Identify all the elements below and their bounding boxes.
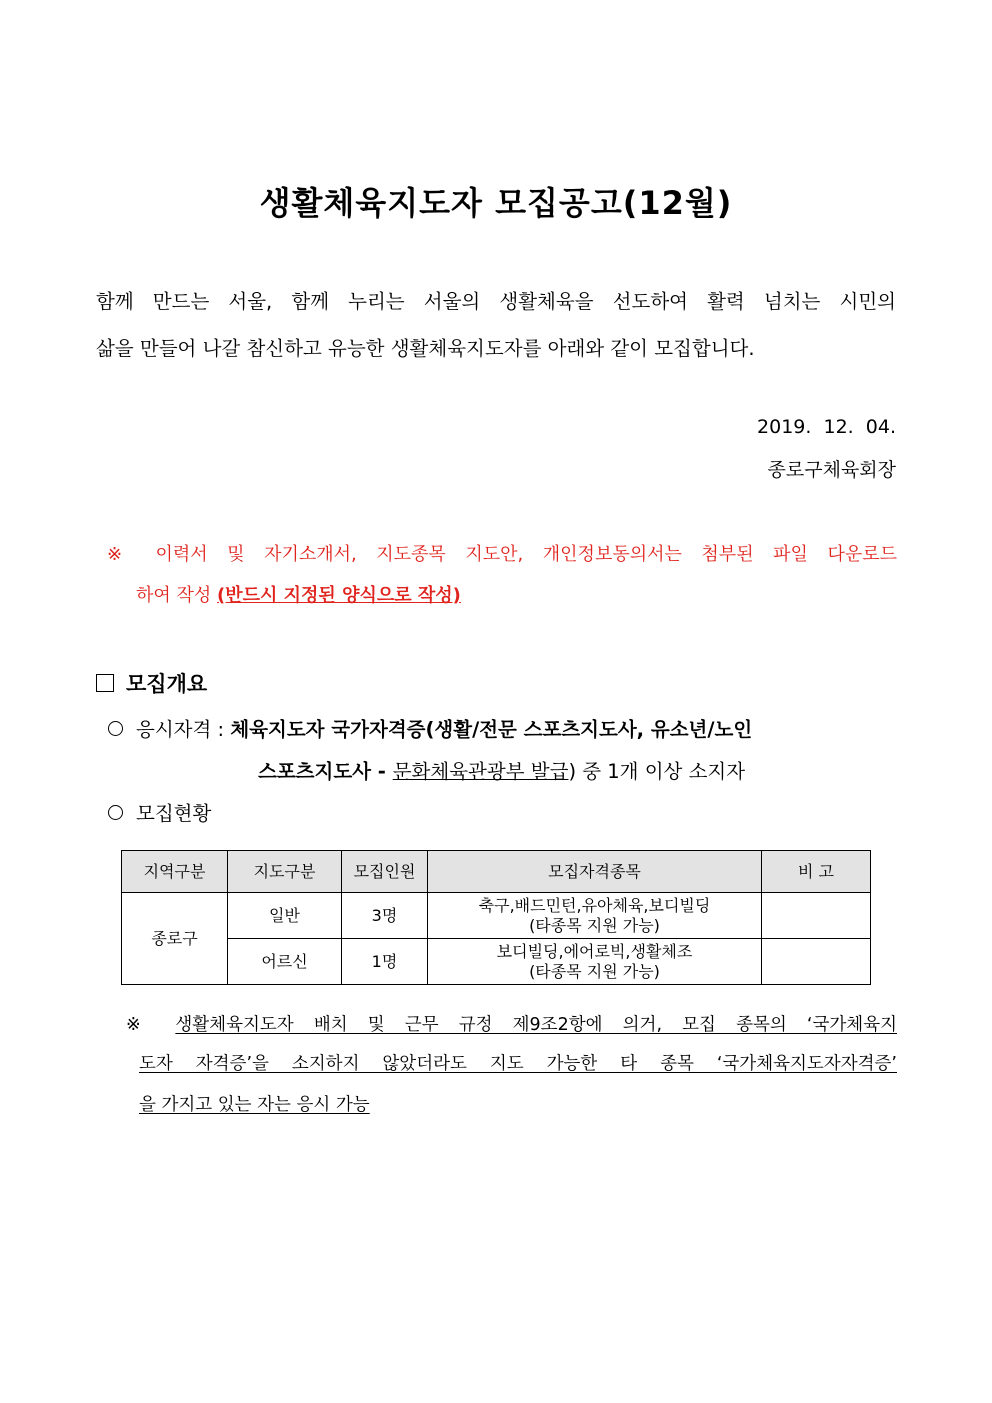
sports-cell (428, 893, 762, 939)
qualification-item (108, 714, 752, 742)
table-header-row (122, 851, 871, 893)
table-row (122, 939, 871, 985)
organization-name: 종로구체육회장 (767, 459, 896, 481)
page-title: 생활체육지도자 모집공고(12월) (259, 184, 733, 222)
circle-bullet-icon (108, 721, 123, 736)
footnote-line-1 (126, 1011, 897, 1036)
notice-emphasis: (반드시 지정된 양식으로 작성) (217, 585, 461, 606)
notice-line-2 (136, 581, 926, 607)
header-region: 지역구분 (122, 851, 228, 893)
sports-list: 보디빌딩,에어로빅,생활체조 (496, 941, 693, 961)
footnote-line-3 (139, 1091, 910, 1116)
intro-line-1: 함께 만드는 서울, 함께 누리는 서울의 생활체육을 선도하여 활력 넘치는 시민의 (96, 290, 896, 313)
qualification-continued (258, 756, 745, 784)
header-sports: 모집자격종목 (428, 851, 762, 893)
notice-plain-text: 하여 작성 (136, 585, 217, 606)
header-count: 모집인원 (342, 851, 428, 893)
sports-note: (타종목 지원 가능) (529, 915, 660, 935)
type-cell: 일반 (228, 893, 342, 939)
footnote-text-2: 도자 자격증’을 소지하지 않았더라도 지도 가능한 타 종목 ‘국가체육지도자자격증’ (139, 1054, 897, 1074)
qualification-tail: ) 중 1개 이상 소지자 (568, 760, 746, 783)
intro-line-2: 삶을 만들어 나갈 참신하고 유능한 생활체육지도자를 아래와 같이 모집합니다. (96, 337, 755, 360)
type-cell: 어르신 (228, 939, 342, 985)
section-heading (96, 668, 207, 698)
sports-list: 축구,배드민턴,유아체육,보디빌딩 (478, 895, 711, 915)
status-label: 모집현황 (136, 802, 212, 825)
qualification-label: 응시자격 : (136, 718, 231, 741)
notice-line-1: ※ 이력서 및 자기소개서, 지도종목 지도안, 개인정보동의서는 첨부된 파일 다운로드 (107, 544, 897, 565)
footnote-line-2 (139, 1050, 897, 1075)
region-cell: 종로구 (122, 893, 228, 985)
remark-cell (762, 939, 871, 985)
sports-cell (428, 939, 762, 985)
section-heading-text: 모집개요 (126, 672, 208, 696)
table-row (122, 893, 871, 939)
count-cell: 1명 (342, 939, 428, 985)
qualification-text-1: 체육지도자 국가자격증(생활/전문 스포츠지도사, 유소년/노인 (230, 718, 753, 741)
circle-bullet-icon (108, 805, 123, 820)
qualification-text-2: 스포츠지도사 - (258, 760, 393, 783)
footnote-text-1: 생활체육지도자 배치 및 근무 규정 제9조2항에 의거, 모집 종목의 ‘국가체육지 (175, 1015, 898, 1035)
count-cell: 3명 (342, 893, 428, 939)
qualification-issuer: 문화체육관광부 발급 (392, 760, 569, 783)
footnote-mark: ※ (126, 1015, 176, 1035)
remark-cell (762, 893, 871, 939)
status-item (108, 798, 211, 826)
square-bullet-icon (96, 674, 114, 692)
footnote-text-3: 을 가지고 있는 자는 응시 가능 (139, 1095, 370, 1115)
header-type: 지도구분 (228, 851, 342, 893)
recruitment-table (121, 850, 871, 985)
sports-note: (타종목 지원 가능) (529, 961, 660, 981)
announcement-date: 2019. 12. 04. (757, 416, 896, 438)
header-remark: 비 고 (762, 851, 871, 893)
